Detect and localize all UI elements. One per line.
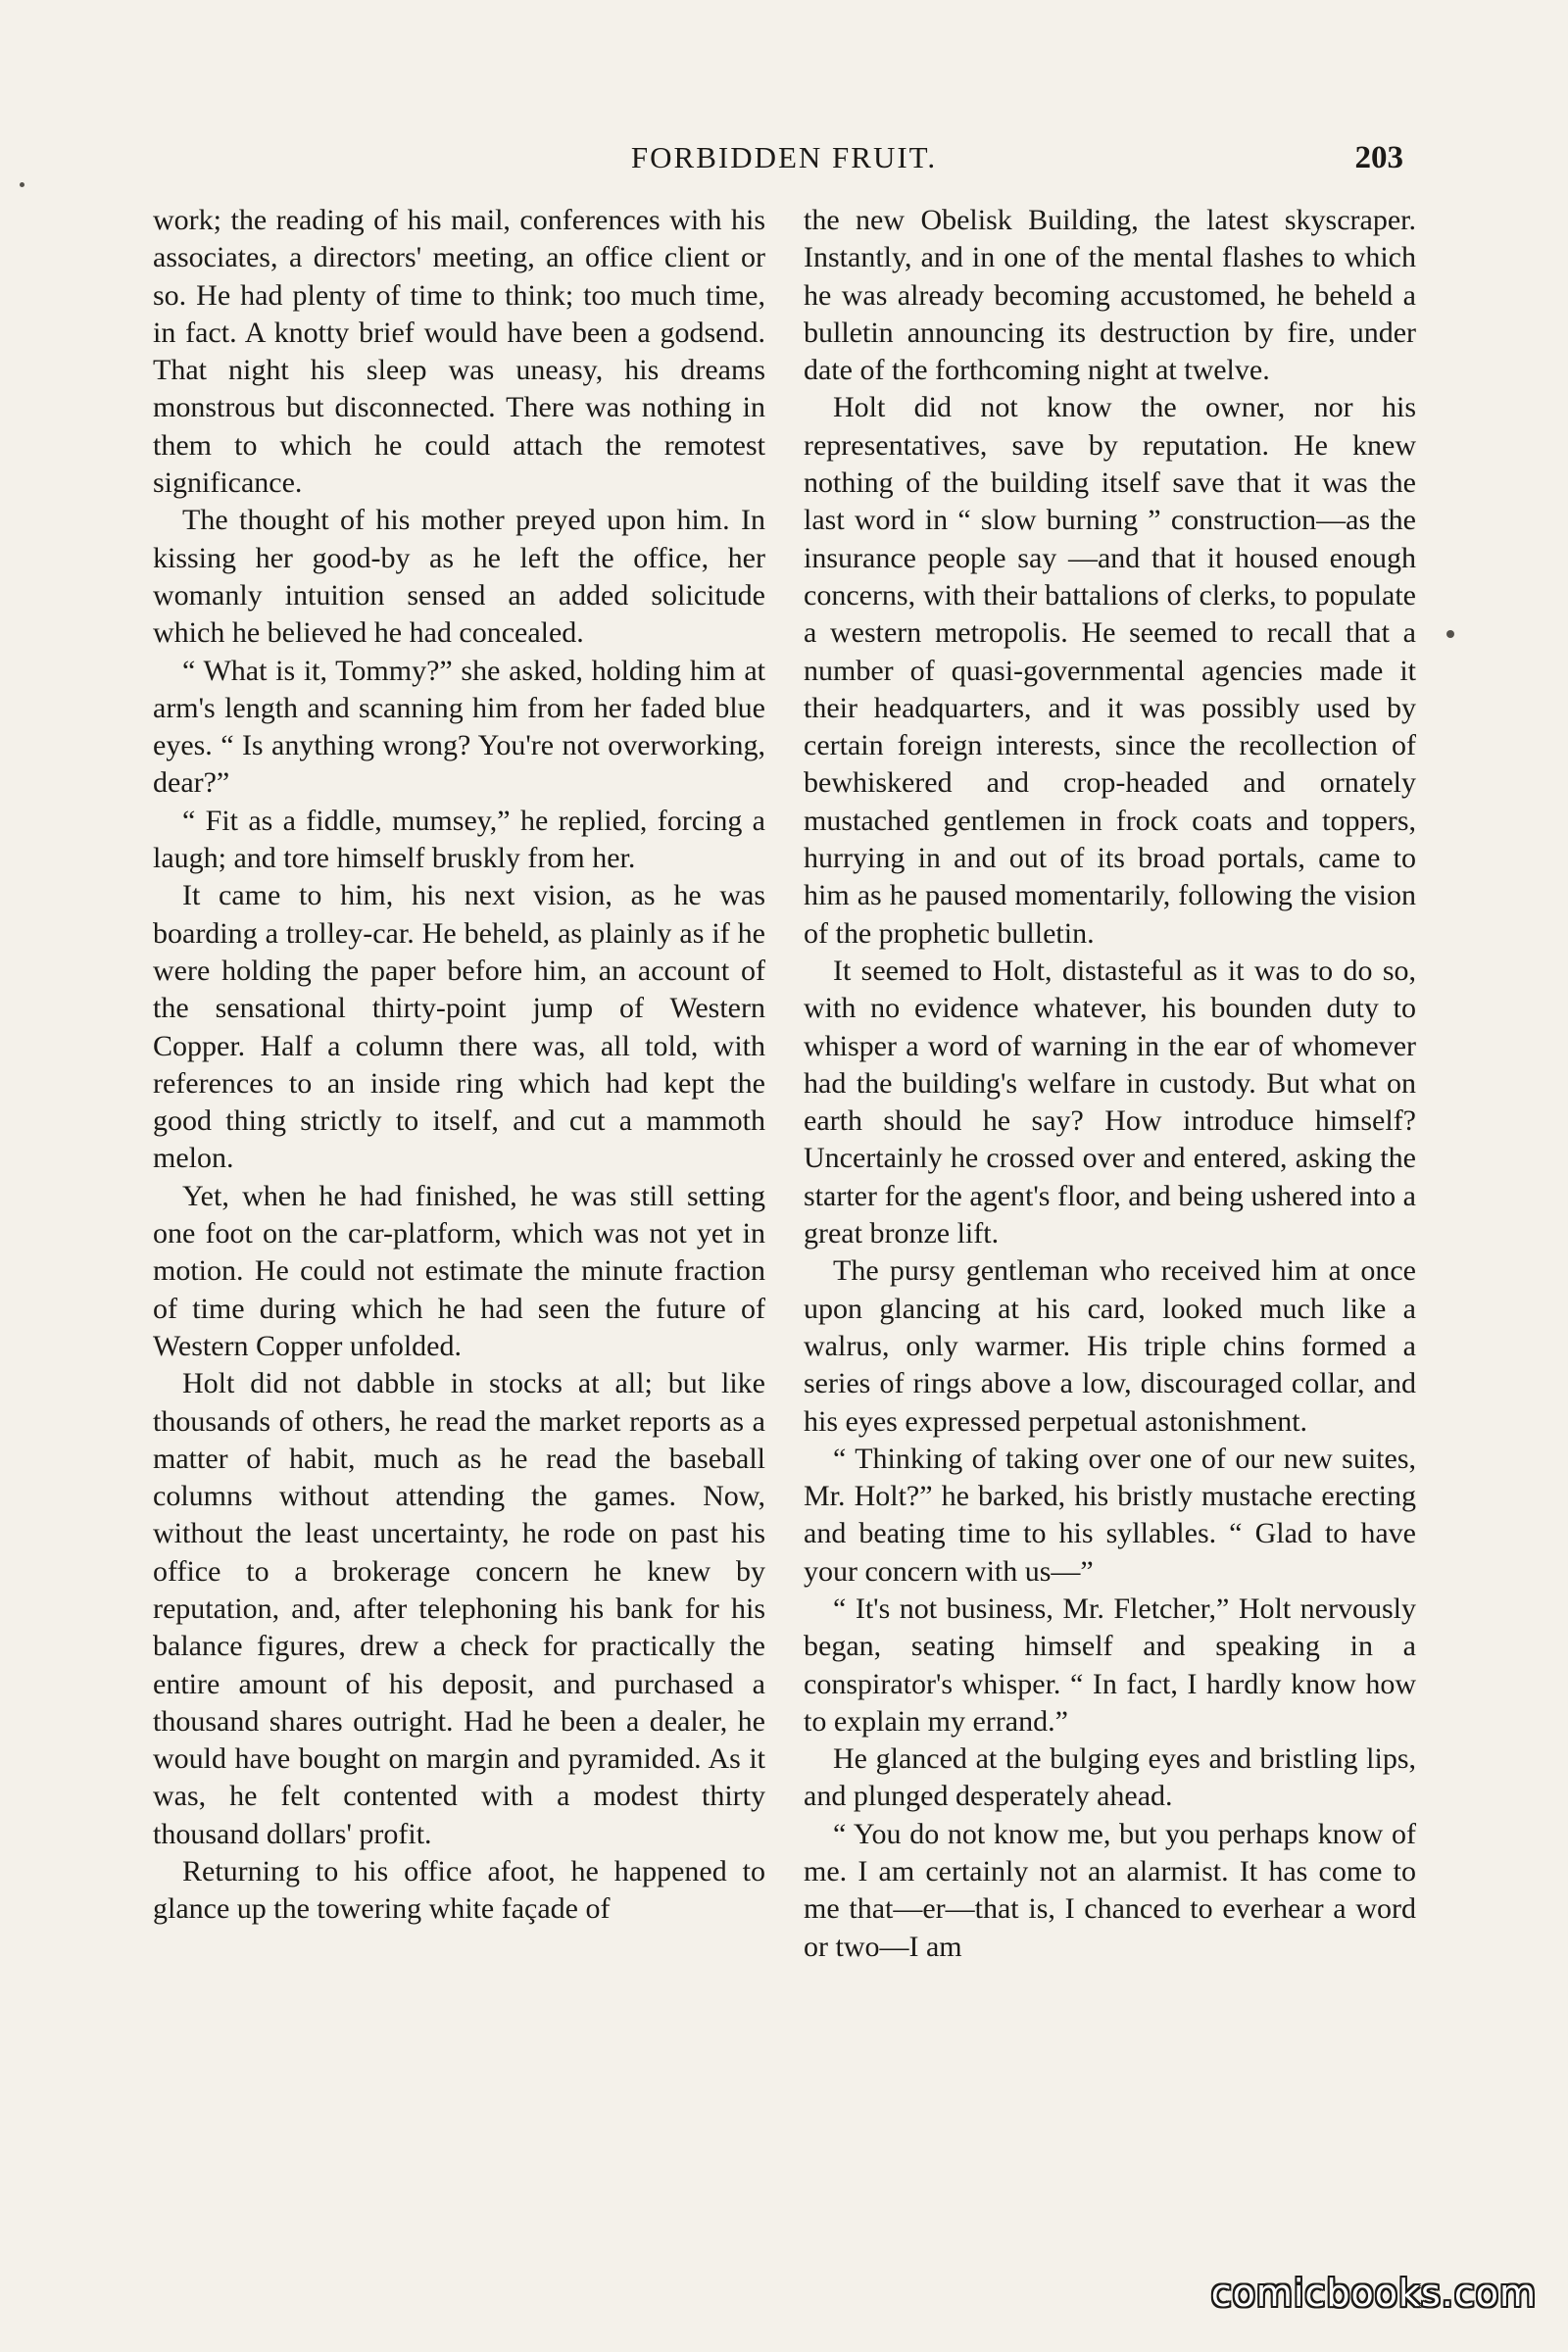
print-speck [20, 182, 24, 187]
paragraph: “ It's not business, Mr. Fletcher,” Holt nervously began, seating himself and speaking in a conspirator's whisper. “ In fact, I hardly know how to explain my errand.” [804, 1592, 1416, 1738]
paragraph: “ You do not know me, but you perhaps know of me. I am certainly not an alarmist. It has come to me that—er—that is, I chanced to everhear a word or two—I am [804, 1817, 1416, 1963]
paragraph: “ Fit as a fiddle, mumsey,” he replied, forcing a laugh; and tore himself bruskly from her. [153, 804, 765, 875]
paragraph: Yet, when he had finished, he was still setting one foot on the car-platform, which was not yet in motion. He could not estimate the minute fraction of time during which he had seen the future of Western Copper unfolded. [153, 1179, 765, 1362]
right-column [804, 202, 1416, 2221]
page-number: 203 [1354, 140, 1403, 175]
print-speck [1446, 630, 1454, 638]
watermark-logo: comicbooks.com [1210, 2272, 1537, 2315]
paragraph: It seemed to Holt, distasteful as it was to do so, with no evidence whatever, his bounden duty to whisper a word of warning in the ear of whomever had the building's welfare in custody. But what on earth should he say? How introduce himself? Uncertainly he crossed over and entered, asking the starter for the agent's floor, and being ushered into a great bronze lift. [804, 954, 1416, 1250]
paragraph: work; the reading of his mail, conferences with his associates, a directors' meeting, an office client or so. He had plenty of time to think; too much time, in fact. A knotty brief would have been a godsend. That night his sleep was uneasy, his dreams monstrous but disconnected. There was nothing in them to which he could attach the remotest significance. [153, 204, 765, 500]
paragraph: The thought of his mother preyed upon him. In kissing her good-by as he left the office, her womanly intuition sensed an added solicitude which he believed he had concealed. [153, 504, 765, 650]
paragraph: “ What is it, Tommy?” she asked, holding him at arm's length and scanning him from her faded blue eyes. “ Is anything wrong? You're not overworking, dear?” [153, 654, 765, 800]
left-column [153, 202, 765, 2221]
paragraph: Returning to his office afoot, he happened to glance up the towering white façade of [153, 1855, 765, 1926]
paragraph: Holt did not dabble in stocks at all; but like thousands of others, he read the market reports as a matter of habit, much as he read the baseball columns without attending the games. Now, without the least uncertainty, he rode on past his office to a brokerage concern he knew by reputation, and, after telephoning his bank for his balance figures, drew a check for practically the entire amount of his deposit, and purchased a thousand shares outright. Had he been a dealer, he would have bought on margin and pyramided. As it was, he felt contented with a modest thirty thousand dollars' profit. [153, 1367, 765, 1850]
page-header [147, 133, 1421, 182]
paragraph: He glanced at the bulging eyes and bristling lips, and plunged desperately ahead. [804, 1742, 1416, 1813]
paragraph: Holt did not know the owner, nor his representatives, save by reputation. He knew nothing of the building itself save that it was the last word in “ slow burning ” construction—as the insurance people say —and that it housed enough concerns, with their battalions of clerks, to populate a western metropolis. He seemed to recall that a number of quasi-governmental agencies made it their headquarters, and it was possibly used by certain foreign interests, since the recollection of bewhiskered and crop-headed and ornately mustached gentlemen in frock coats and toppers, hurrying in and out of its broad portals, came to him as he paused momentarily, following the vision of the prophetic bulletin. [804, 391, 1416, 950]
paragraph: It came to him, his next vision, as he was boarding a trolley-car. He beheld, as plainly as if he were holding the paper before him, an account of the sensational thirty-point jump of Western Copper. Half a column there was, all told, with references to an inside ring which had kept the good thing strictly to itself, and cut a mammoth melon. [153, 879, 765, 1175]
paragraph: the new Obelisk Building, the latest skyscraper. Instantly, and in one of the mental flashes to which he was already becoming accustomed, he beheld a bulletin announcing its destruction by fire, under date of the forthcoming night at twelve. [804, 204, 1416, 387]
paragraph: The pursy gentleman who received him at once upon glancing at his card, looked much like a walrus, only warmer. His triple chins formed a series of rings above a low, discouraged collar, and his eyes expressed perpetual astonishment. [804, 1254, 1416, 1438]
running-title: FORBIDDEN FRUIT. [630, 140, 938, 174]
paragraph: “ Thinking of taking over one of our new suites, Mr. Holt?” he barked, his bristly mustache erecting and beating time to his syllables. “ Glad to have your concern with us—” [804, 1442, 1416, 1588]
